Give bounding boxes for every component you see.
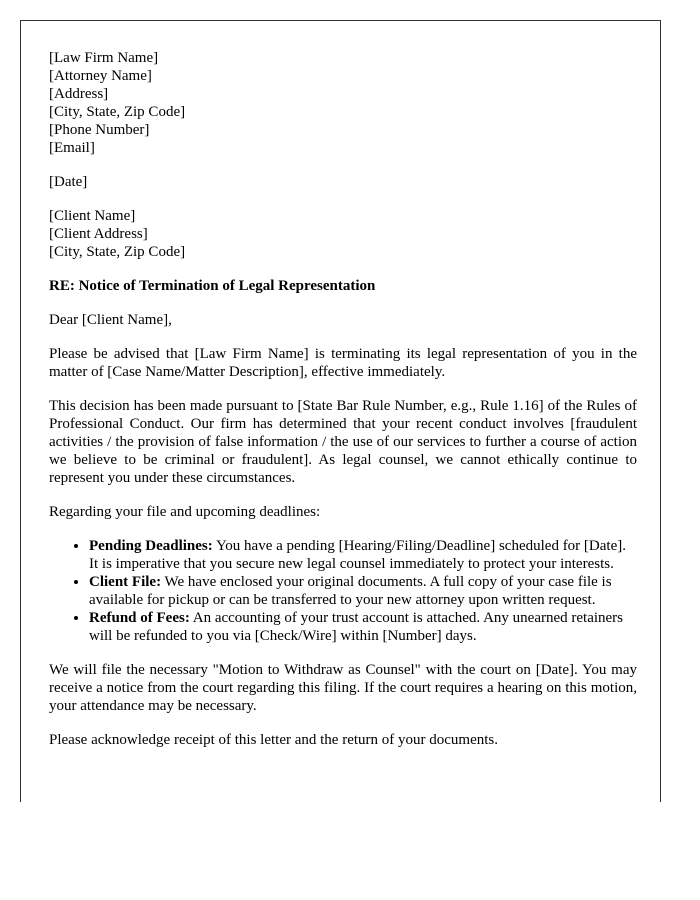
sender-phone: [Phone Number] (49, 122, 150, 138)
list-item-label: Pending Deadlines: (89, 538, 213, 554)
letter-date: [Date] (49, 174, 88, 190)
list-item-label: Refund of Fees: (89, 610, 190, 626)
list-item-text: You have a pending [Hearing/Filing/Deadline] scheduled for [Date]. It is imperative that you secure new legal counsel immediately to protect your interests. (89, 538, 626, 572)
sender-address: [Address] (49, 86, 109, 102)
deadline-list (49, 537, 637, 645)
body-paragraph-1: Please be advised that [Law Firm Name] is terminating its legal representation of you in the matter of [Case Name/Matter Description], effective immediately. (49, 346, 637, 380)
letter-content (49, 49, 637, 765)
sender-email: [Email] (49, 140, 95, 156)
salutation: Dear [Client Name], (49, 312, 172, 328)
body-paragraph-2: This decision has been made pursuant to [State Bar Rule Number, e.g., Rule 1.16] of the Rules of Professional Conduct. Our firm has determined that your recent conduct involves [fraudulent activities / the provision of false information / the use of our services to further a course of action we believe to be criminal or fraudulent]. As legal counsel, we cannot ethically continue to represent you under these circumstances. (49, 398, 637, 486)
sender-firm-name: [Law Firm Name] (49, 50, 159, 66)
closing-paragraph-1: We will file the necessary "Motion to Withdraw as Counsel" with the court on [Date]. You may receive a notice from the court regarding this filing. If the court requires a hearing on this motion, your attendance may be necessary. (49, 662, 637, 714)
list-item (89, 573, 637, 609)
sender-block (49, 49, 637, 157)
list-item-text: We have enclosed your original documents. A full copy of your case file is available for pickup or can be transferred to your new attorney upon written request. (89, 574, 612, 608)
recipient-city-state-zip: [City, State, Zip Code] (49, 244, 186, 260)
letter-page (20, 20, 661, 802)
list-item-label: Client File: (89, 574, 162, 590)
recipient-block (49, 207, 637, 261)
body-paragraph-3: Regarding your file and upcoming deadlines: (49, 504, 321, 520)
list-item (89, 537, 637, 573)
subject-line: RE: Notice of Termination of Legal Representation (49, 278, 376, 294)
recipient-address: [Client Address] (49, 226, 148, 242)
recipient-name: [Client Name] (49, 208, 136, 224)
list-item (89, 609, 637, 645)
list-item-text: An accounting of your trust account is attached. Any unearned retainers will be refunded to you via [Check/Wire] within [Number] days. (89, 610, 624, 644)
closing-paragraph-2: Please acknowledge receipt of this letter and the return of your documents. (49, 732, 499, 748)
date-block (49, 173, 637, 191)
sender-attorney-name: [Attorney Name] (49, 68, 152, 84)
sender-city-state-zip: [City, State, Zip Code] (49, 104, 186, 120)
